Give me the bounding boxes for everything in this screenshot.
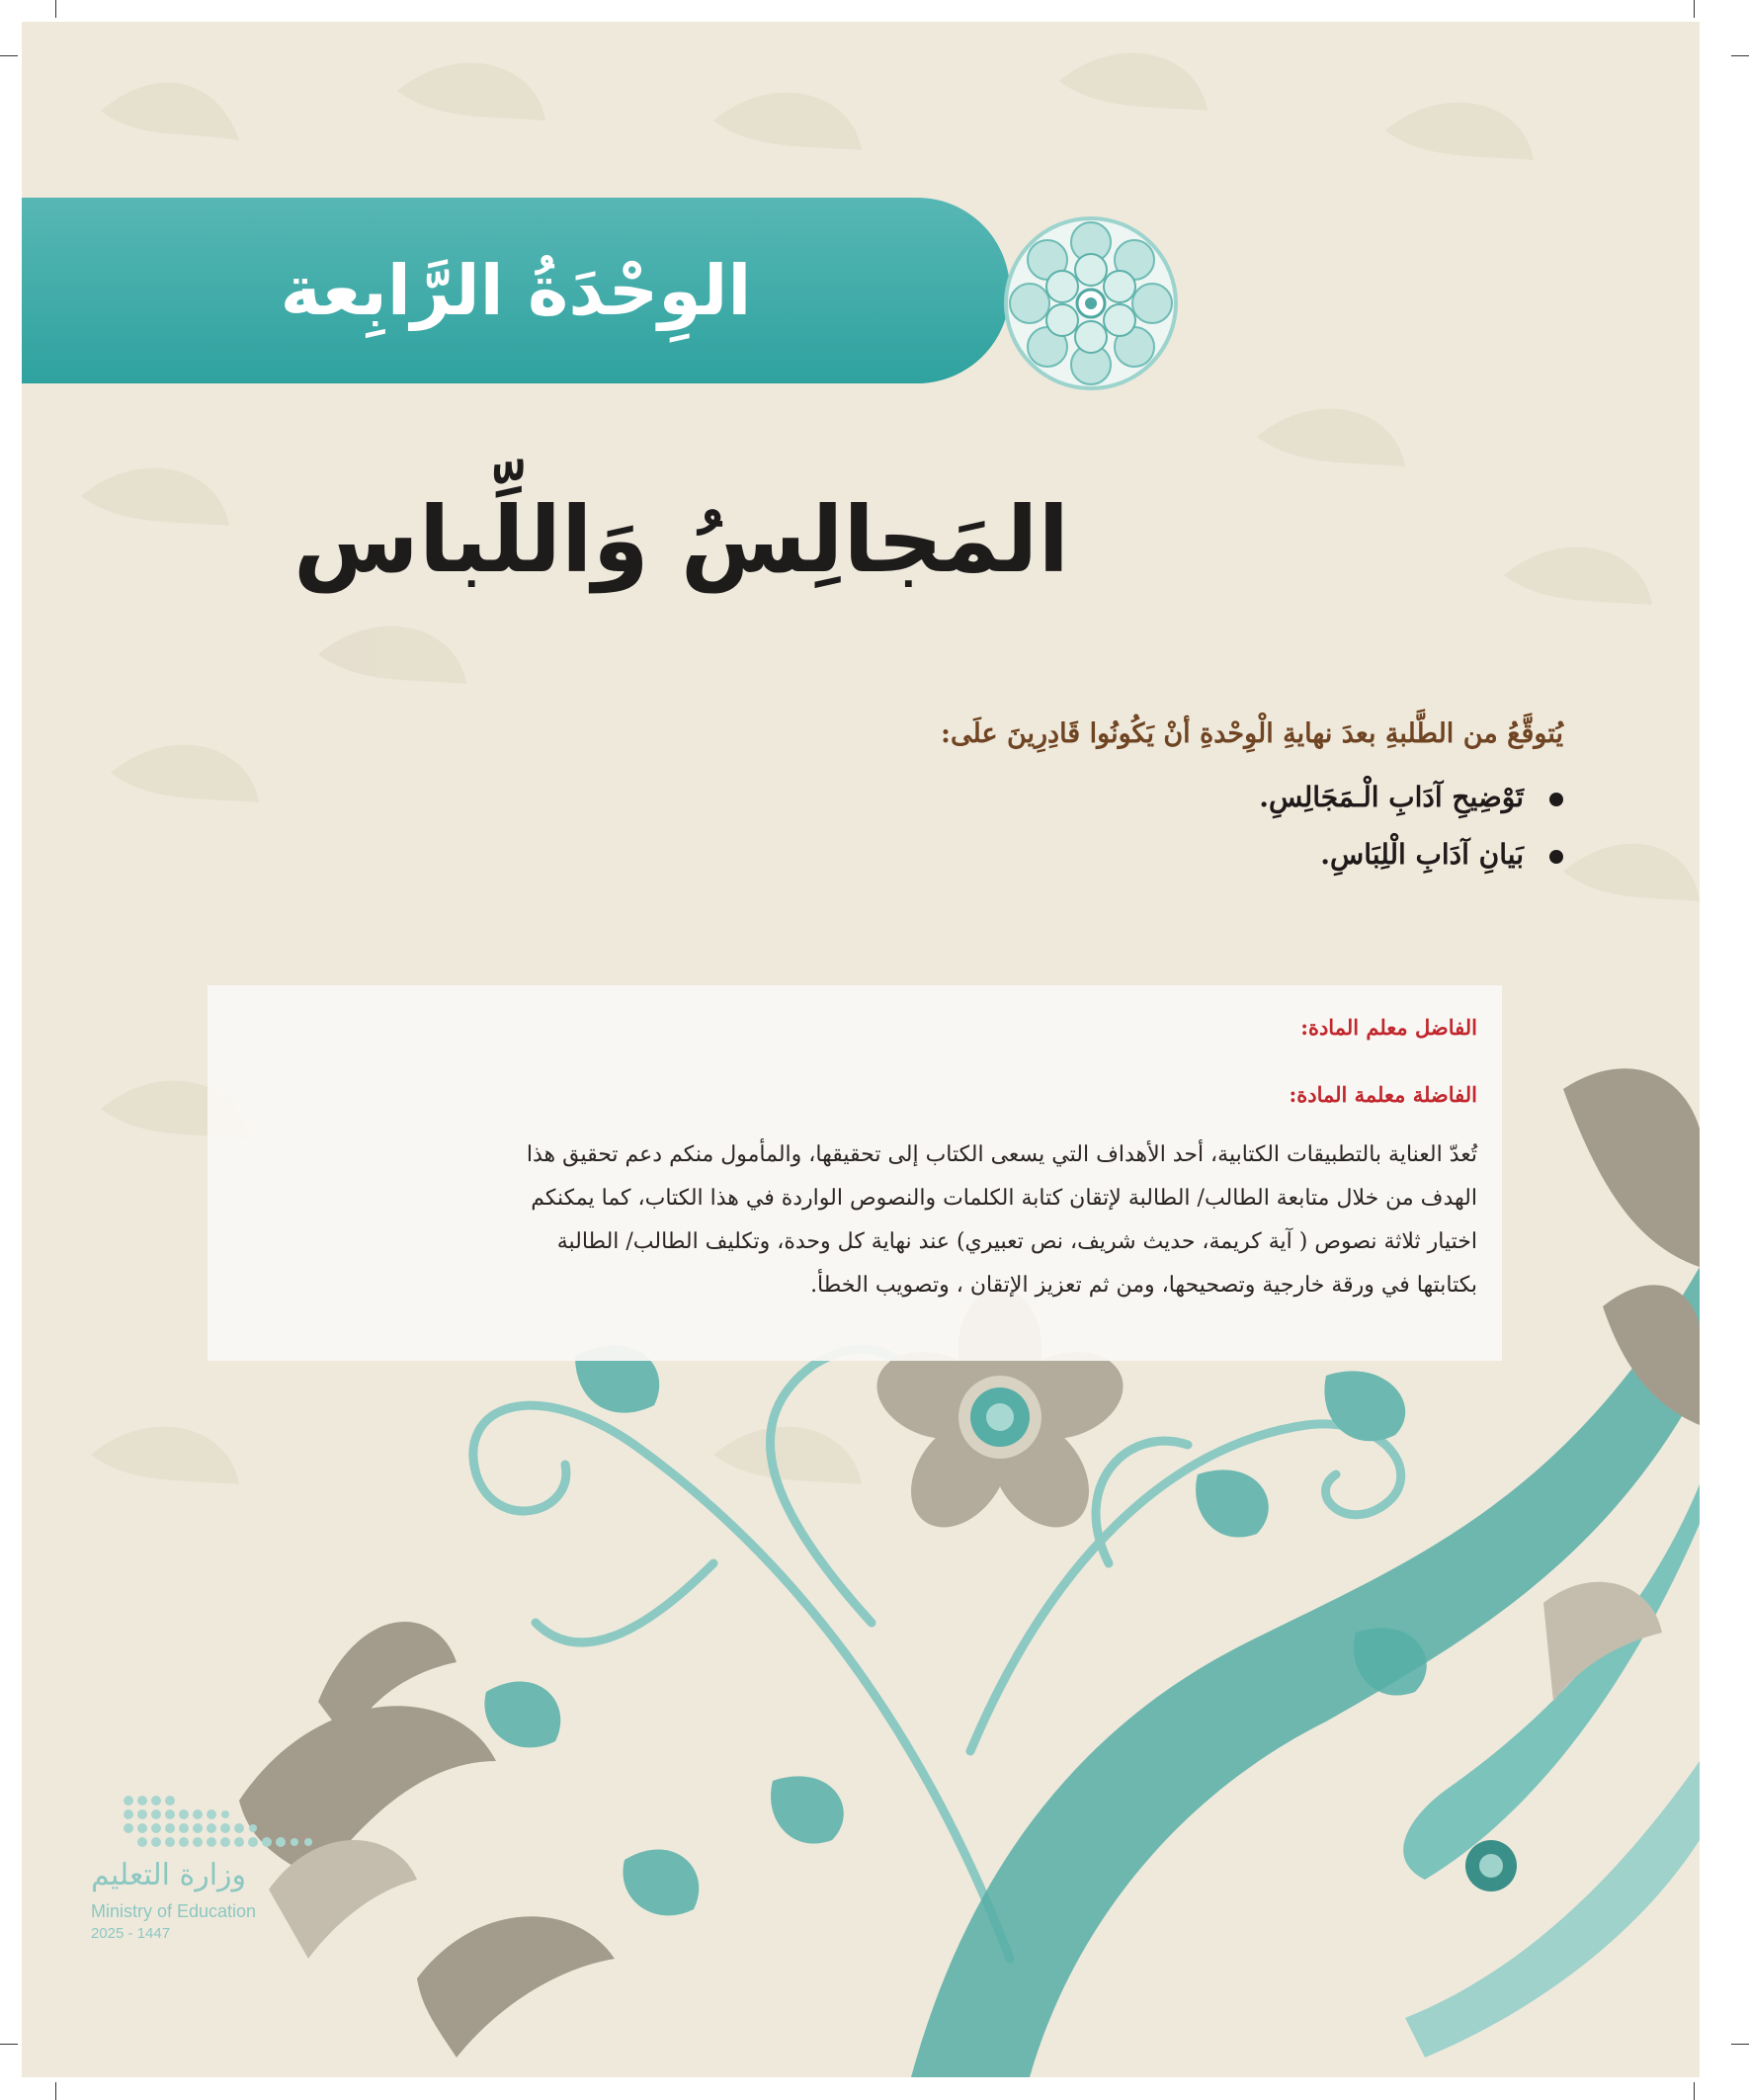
ministry-name-arabic: وزارة التعليم bbox=[91, 1858, 247, 1892]
objective-text: تَوْضِيحِ آدَابِ الْـمَجَالِسِ. bbox=[1259, 781, 1524, 813]
ministry-year: 2025 - 1447 bbox=[91, 1925, 171, 1942]
unit-title: الوِحْدَةُ الرَّابِعة bbox=[280, 250, 752, 331]
lesson-title: المَجالِسُ وَاللِّباس bbox=[292, 487, 1069, 593]
note-line: بكتابتها في ورقة خارجية وتصحيحها، ومن ثم تعزيز الإتقان ، وتصويب الخطأ. bbox=[810, 1273, 1477, 1298]
crop-mark bbox=[55, 2082, 56, 2100]
objective-text: بَيانِ آدَابِ الْلِبَاسِ. bbox=[1320, 838, 1524, 871]
crop-mark bbox=[1731, 55, 1749, 56]
crop-mark bbox=[1694, 0, 1695, 18]
textbook-page bbox=[22, 22, 1700, 2077]
crop-mark bbox=[0, 55, 18, 56]
teacher-note bbox=[229, 1015, 1477, 1307]
ministry-name-english: Ministry of Education bbox=[91, 1901, 257, 1921]
note-line: تُعدّ العناية بالتطبيقات الكتابية، أحد الأهداف التي يسعى الكتاب إلى تحقيقها، والمأمول منكم دعم تحقيق هذا bbox=[526, 1142, 1477, 1167]
crop-mark bbox=[55, 0, 56, 18]
crop-mark bbox=[0, 2044, 18, 2045]
teacher-heading-male: الفاضل معلم المادة: bbox=[1300, 1015, 1477, 1040]
note-line: الهدف من خلال متابعة الطالب/ الطالبة لإتقان كتابة الكلمات والنصوص الواردة في هذا الكتاب، كما يمكنكم bbox=[531, 1186, 1477, 1211]
crop-mark bbox=[1694, 2082, 1695, 2100]
crop-mark bbox=[1731, 2044, 1749, 2045]
objectives-intro: يُتوقَّعُ من الطَّلبةِ بعدَ نهايةِ الْوِحْدةِ أنْ يَكُونُوا قَادِرِينَ علَى: bbox=[941, 718, 1563, 749]
note-line: اختيار ثلاثة نصوص ( آية كريمة، حديث شريف، نص تعبيري) عند نهاية كل وحدة، وتكليف الطالب/ الطالبة bbox=[556, 1229, 1477, 1254]
teacher-heading-female: الفاضلة معلمة المادة: bbox=[1289, 1082, 1477, 1107]
ministry-logo bbox=[91, 1791, 348, 1949]
teacher-note-paragraph bbox=[229, 1134, 1477, 1307]
